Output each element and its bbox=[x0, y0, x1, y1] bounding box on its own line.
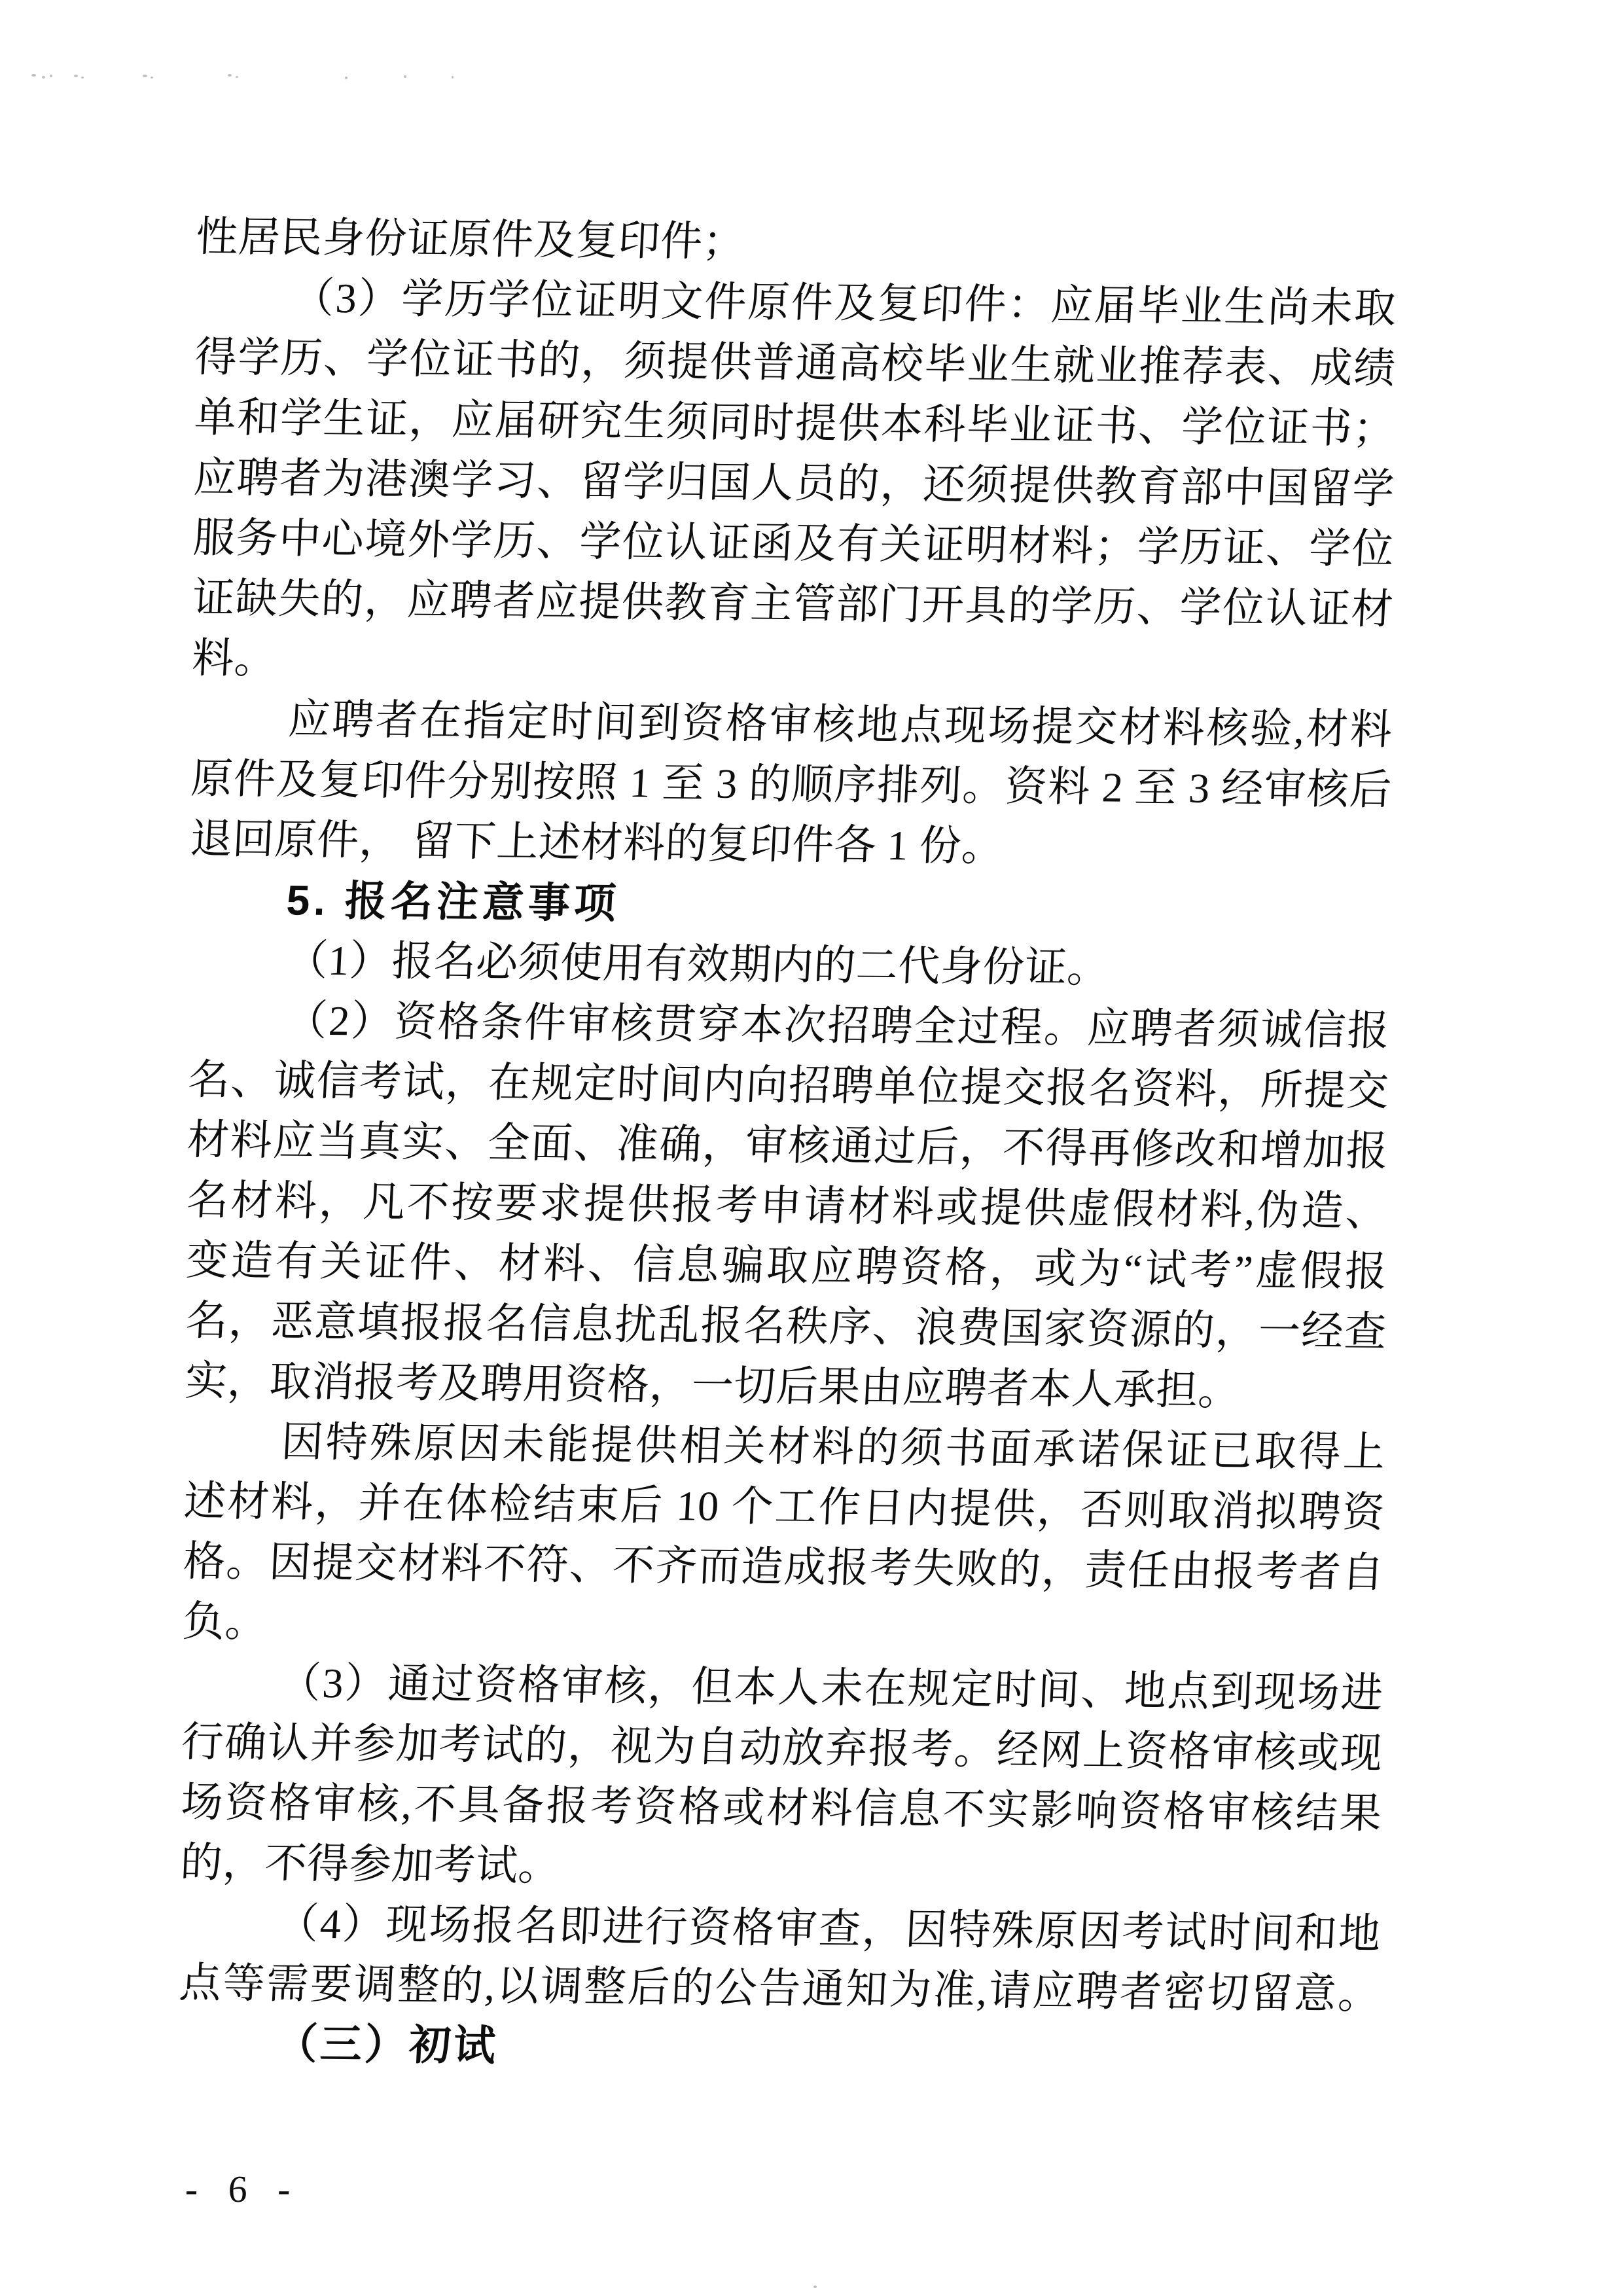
scan-speck bbox=[236, 76, 238, 78]
text-line: 的，不得参加考试。 bbox=[179, 1839, 562, 1890]
scan-speck bbox=[151, 77, 153, 79]
text-line: 行确认并参加考试的，视为自动放弃报考。经网上资格审核或现 bbox=[180, 1718, 1384, 1777]
text-line: 场资格审核,不具备报考资格或材料信息不实影响资格审核结果 bbox=[179, 1778, 1383, 1837]
scan-speck bbox=[31, 74, 36, 77]
text-line: 名材料，凡不按要求提供报考申请材料或提供虚假材料,伪造、 bbox=[185, 1176, 1389, 1235]
scan-speck bbox=[228, 74, 232, 77]
text-line: 退回原件， 留下上述材料的复印件各 1 份。 bbox=[188, 815, 1005, 870]
text-line: 料。 bbox=[190, 634, 278, 683]
text-line: 服务中心境外学历、学位认证函及有关证明材料；学历证、学位 bbox=[192, 514, 1395, 573]
scan-speck bbox=[404, 75, 406, 78]
scan-speck bbox=[813, 2286, 817, 2288]
text-line: 原件及复印件分别按照 1 至 3 的顺序排列。资料 2 至 3 经审核后 bbox=[189, 755, 1393, 814]
text-line: 实，取消报考及聘用资格，一切后果由应聘者本人承担。 bbox=[184, 1357, 1241, 1414]
text-line: 格。因提交材料不符、不齐而造成报考失败的，责任由报考者自 bbox=[182, 1537, 1385, 1596]
scan-speck bbox=[143, 75, 147, 77]
text-line: 性居民身份证原件及复印件； bbox=[194, 213, 746, 266]
text-line: 证缺失的，应聘者应提供教育主管部门开具的学历、学位认证材 bbox=[191, 574, 1395, 633]
text-line: 应聘者为港澳学习、留学归国人员的，还须提供教育部中国留学 bbox=[192, 454, 1396, 512]
text-line: （4）现场报名即进行资格审查，因特殊原因考试时间和地 bbox=[276, 1900, 1382, 1958]
text-line: （三）初试 bbox=[274, 2020, 499, 2070]
text-line: 材料应当真实、全面、准确，审核通过后，不得再修改和增加报 bbox=[186, 1116, 1390, 1175]
text-line: 5. 报名注意事项 bbox=[285, 876, 621, 927]
scan-speck bbox=[50, 75, 52, 77]
text-line: 单和学生证，应届研究生须同时提供本科毕业证书、学位证书； bbox=[193, 394, 1397, 452]
text-line: 点等需要调整的,以调整后的公告通知为准,请应聘者密切留意。 bbox=[178, 1959, 1382, 2018]
scan-speck bbox=[81, 77, 84, 79]
text-line: （2）资格条件审核贯穿本次招聘全过程。应聘者须诚信报 bbox=[284, 997, 1391, 1054]
text-line: （1）报名必须使用有效期内的二代身份证。 bbox=[285, 937, 1111, 992]
text-line: 应聘者在指定时间到资格审核地点现场提交材料核验,材料 bbox=[287, 696, 1394, 753]
text-line: 述材料，并在体检结束后 10 个工作日内提供，否则取消拟聘资 bbox=[183, 1477, 1386, 1536]
scan-speck bbox=[452, 76, 454, 79]
page-number: - 6 - bbox=[184, 2168, 296, 2210]
text-line: （3）通过资格审核，但本人未在规定时间、地点到现场进 bbox=[277, 1659, 1385, 1717]
scan-speck bbox=[42, 76, 45, 79]
text-line: 名，恶意填报报名信息扰乱报名秩序、浪费国家资源的，一经查 bbox=[184, 1297, 1388, 1355]
text-line: 名、诚信考试，在规定时间内向招聘单位提交报名资料，所提交 bbox=[187, 1056, 1390, 1115]
text-line: （3）学历学位证明文件原件及复印件：应届毕业生尚未取 bbox=[291, 274, 1398, 332]
text-line: 负。 bbox=[181, 1598, 269, 1646]
body-text bbox=[179, 207, 1397, 2085]
text-line: 得学历、学位证书的，须提供普通高校毕业生就业推荐表、成绩 bbox=[194, 334, 1397, 392]
scan-speck bbox=[345, 77, 348, 79]
scan-speck bbox=[74, 75, 78, 77]
text-line: 因特殊原因未能提供相关材料的须书面承诺保证已取得上 bbox=[280, 1418, 1387, 1476]
text-line: 变造有关证件、材料、信息骗取应聘资格，或为“试考”虚假报 bbox=[185, 1236, 1389, 1295]
